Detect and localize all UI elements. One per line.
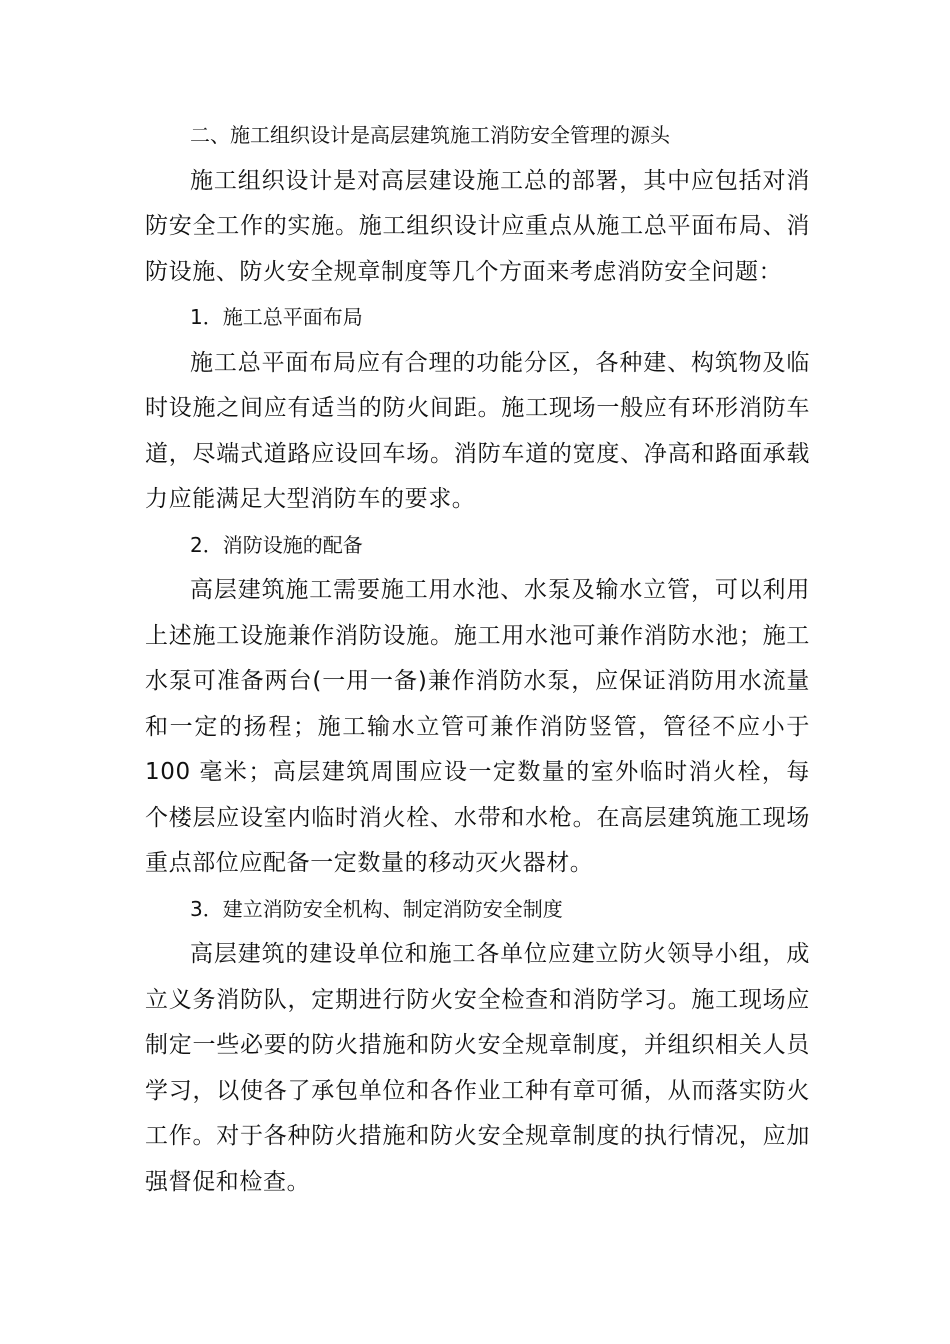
paragraph-safety-organization: 高层建筑的建设单位和施工各单位应建立防火领导小组，成立义务消防队，定期进行防火安全检查和消防学习。施工现场应制定一些必要的防火措施和防火安全规章制度，并组织相关人员学习，以使各了承包单位和各作业工种有章可循，从而落实防火工作。对于各种防火措施和防火安全规章制度的执行情况，应加强督促和检查。: [145, 941, 810, 1195]
section-heading: 二、施工组织设计是高层建筑施工消防安全管理的源头: [190, 123, 670, 147]
paragraph-site-layout: 施工总平面布局应有合理的功能分区，各种建、构筑物及临时设施之间应有适当的防火间距。施工现场一般应有环形消防车道，尽端式道路应设回车场。消防车道的宽度、净高和路面承载力应能满足大型消防车的要求。: [145, 349, 810, 512]
intro-paragraph: 施工组织设计是对高层建设施工总的部署，其中应包括对消防安全工作的实施。施工组织设计应重点从施工总平面布局、消防设施、防火安全规章制度等几个方面来考虑消防安全问题：: [145, 167, 810, 285]
subheading-site-layout: 1．施工总平面布局: [190, 305, 363, 329]
document-body: [145, 113, 810, 1205]
subheading-safety-organization: 3．建立消防安全机构、制定消防安全制度: [190, 896, 563, 921]
subheading-fire-facilities: 2．消防设施的配备: [190, 532, 363, 557]
paragraph-fire-facilities: 高层建筑施工需要施工用水池、水泵及输水立管，可以利用上述施工设施兼作消防设施。施工用水池可兼作消防水池；施工水泵可准备两台(一用一备)兼作消防水泵，应保证消防用水流量和一定的扬程；施工输水立管可兼作消防竖管，管径不应小于 100 毫米；高层建筑周围应设一定数量的室外临时消火栓，每个楼层应设室内临时消火栓、水带和水枪。在高层建筑施工现场重点部位应配备一定数量的移动灭火器材。: [145, 577, 810, 876]
